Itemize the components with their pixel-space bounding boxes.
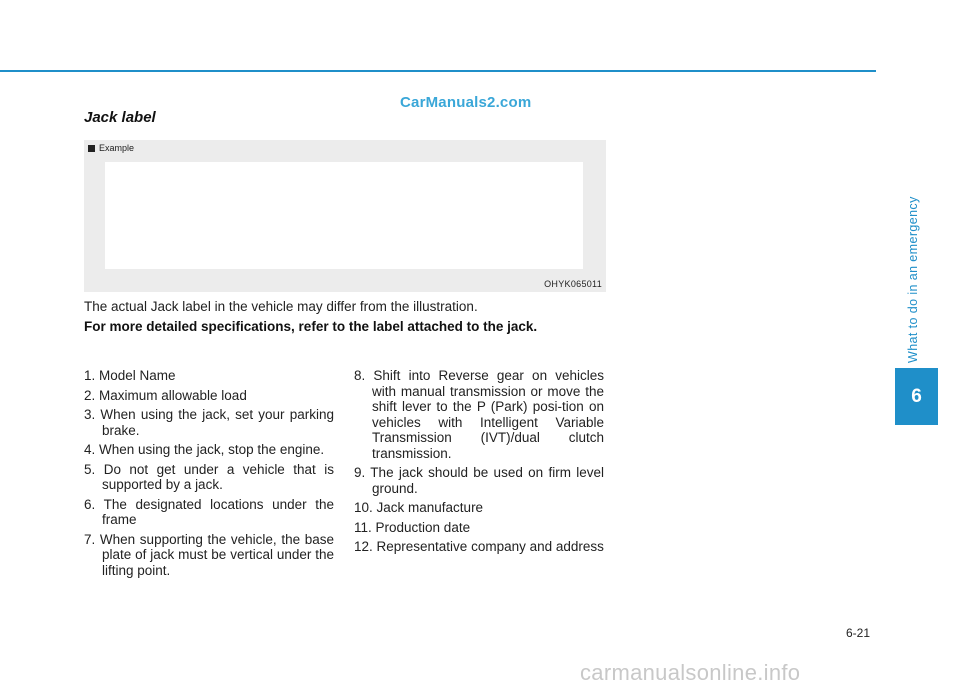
list-item: 1. Model Name: [84, 368, 176, 383]
page-number: 6-21: [846, 626, 871, 640]
list-item: 3. When using the jack, set your parking brake.: [84, 407, 334, 438]
list-item: 2. Maximum allowable load: [84, 387, 247, 403]
list-item: 11. Production date: [354, 519, 471, 535]
footer-watermark: carmanualsonline.info: [580, 660, 801, 685]
list-left: [84, 368, 334, 582]
list-item: 9. The jack should be used on firm level ground.: [354, 465, 604, 496]
list-item: 4. When using the jack, stop the engine.: [84, 442, 325, 457]
figure-image-placeholder: [105, 162, 583, 269]
square-bullet-icon: [88, 145, 95, 152]
list-item: 7. When supporting the vehicle, the base plate of jack must be vertical under the lifting point.: [84, 531, 334, 578]
header-rule: [0, 70, 876, 72]
jack-label-figure: [84, 140, 606, 292]
note-bold-text: For more detailed specifications, refer to the label attached to the jack.: [84, 319, 538, 334]
figure-label-text: Example: [99, 143, 135, 153]
section-title: Jack label: [84, 109, 156, 126]
chapter-number: 6: [911, 385, 922, 407]
list-item: 8. Shift into Reverse gear on vehicles with manual transmission or move the shift lever to the P (Park) posi-tion on vehicles with Intelligent Variable Transmission (IVT)/dual clutch transmission.: [354, 368, 604, 461]
chapter-tab: [895, 368, 938, 425]
figure-code: OHYK065011: [544, 279, 602, 289]
chapter-title: What to do in an emergency: [906, 196, 920, 363]
list-item: 12. Representative company and address: [354, 539, 604, 554]
watermark-top: CarManuals2.com: [400, 94, 532, 111]
list-right: [354, 368, 604, 559]
list-item: 10. Jack manufacture: [354, 500, 484, 515]
note-text: The actual Jack label in the vehicle may differ from the illustration.: [84, 299, 478, 314]
figure-label: [88, 143, 134, 153]
list-item: 6. The designated locations under the frame: [84, 496, 334, 527]
list-item: 5. Do not get under a vehicle that is supported by a jack.: [84, 461, 334, 492]
